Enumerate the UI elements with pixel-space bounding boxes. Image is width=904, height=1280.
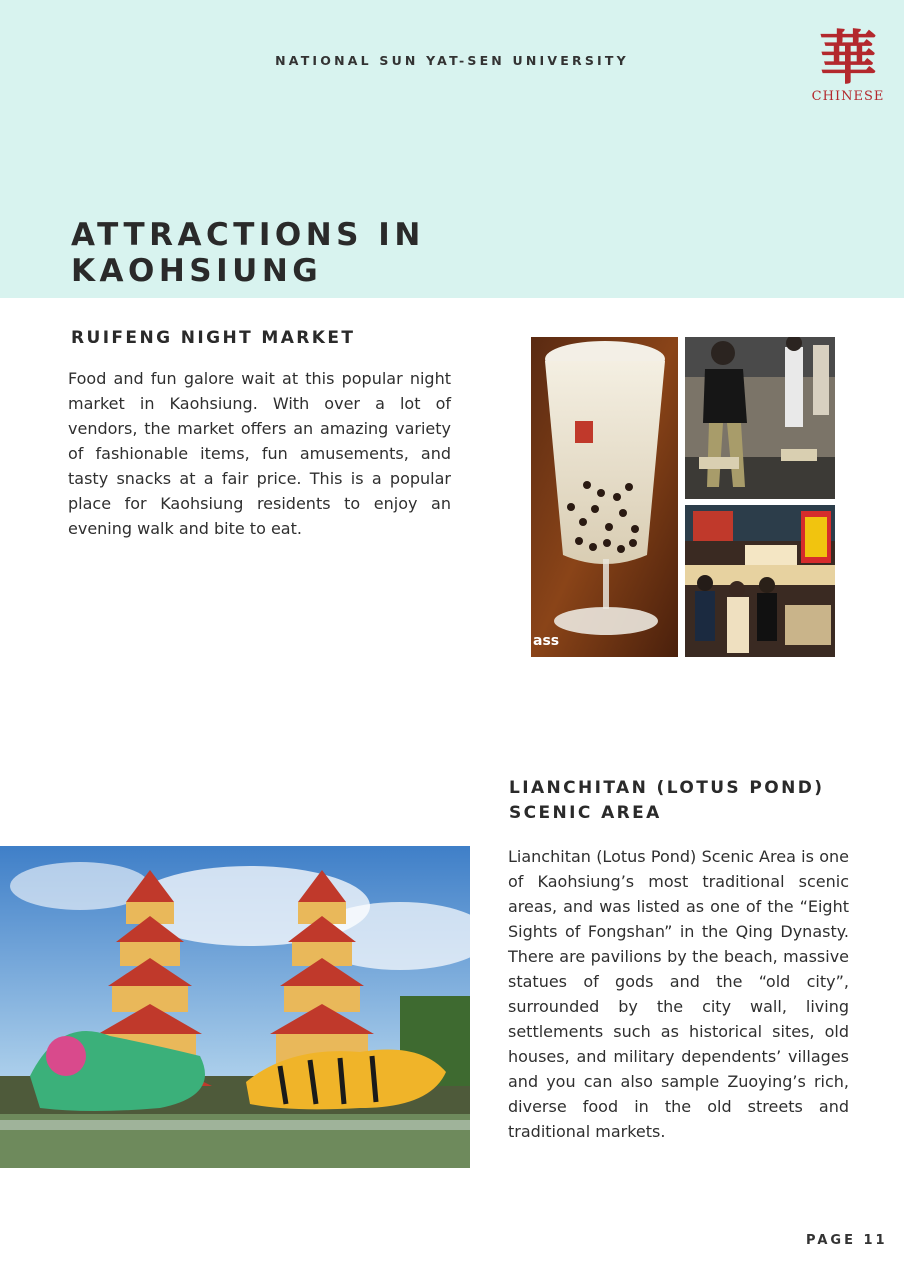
page-title <box>71 217 425 289</box>
chinese-logo <box>808 24 888 106</box>
bubble-tea-photo <box>531 337 678 657</box>
section-heading-line: RUIFENG NIGHT MARKET <box>71 328 356 348</box>
section-body-ruifeng: Food and fun galore wait at this popular night market in Kaohsiung. With over a lot of vendors, the market offers an amazing variety of fashionable items, fun amusements, and tasty snacks at a fair price. This is a popular place for Kaohsiung residents to enjoy an evening walk and bite to eat. <box>68 369 451 538</box>
dragon-tiger-pagodas-photo <box>0 846 470 1168</box>
page-title-line-2: KAOHSIUNG <box>71 253 323 289</box>
photo-caption-fragment: ass <box>533 633 560 649</box>
page-title-line-1: ATTRACTIONS IN <box>71 217 425 253</box>
night-market-stalls-photo <box>685 505 835 657</box>
section-heading-line: SCENIC AREA <box>509 803 662 823</box>
night-market-game-photo <box>685 337 835 499</box>
section-heading-lianchitan <box>509 776 824 826</box>
section-heading-ruifeng <box>71 326 355 351</box>
section-heading-line: LIANCHITAN (LOTUS POND) <box>509 778 825 798</box>
section-body-lianchitan: Lianchitan (Lotus Pond) Scenic Area is one of Kaohsiung’s most traditional scenic areas, and was listed as one of the “Eight Sights of Fongshan” in the Qing Dynasty. There are pavilions by the beach, massive statues of gods and the “old city”, surrounded by the city wall, living settlements such as historical sites, old houses, and military dependents’ villages and you can also sample Zuoying’s rich, diverse food in the old streets and traditional markets. <box>508 847 849 1141</box>
logo-word: CHINESE <box>811 89 885 104</box>
logo-character: 華 <box>818 24 878 92</box>
university-name: NATIONAL SUN YAT-SEN UNIVERSITY <box>275 53 629 68</box>
page-number: PAGE 11 <box>806 1233 888 1248</box>
